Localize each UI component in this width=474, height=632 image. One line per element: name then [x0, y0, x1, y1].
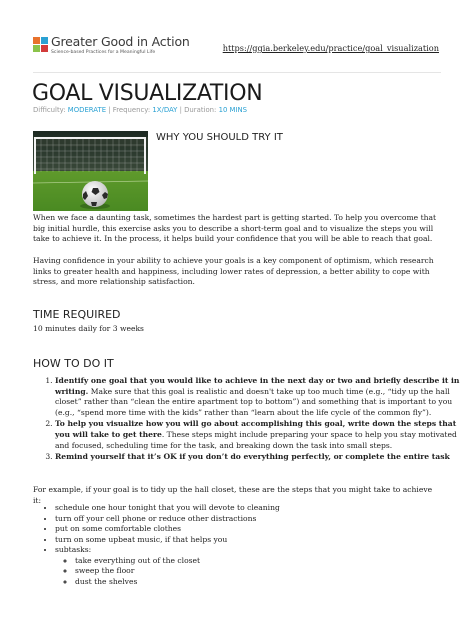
page-title: GOAL VISUALIZATION [32, 81, 263, 106]
logo-title: Greater Good in Action [51, 34, 190, 49]
duration-value: 10 MINS [218, 106, 248, 114]
step-item [55, 452, 463, 463]
ggia-logo[interactable] [33, 36, 190, 55]
subtasks-label: subtasks: [55, 545, 92, 554]
duration-label: | Duration: [179, 106, 217, 114]
step-bold: Identify one goal that you would like to achieve in the next day or two and briefly describe it in writing. [55, 376, 460, 396]
step-bold: Remind yourself that it’s OK if you don’t do everything perfectly, or complete the entire task [55, 452, 450, 462]
steps-list [33, 376, 463, 464]
logo-mark-icon [33, 37, 48, 52]
subtask-item: ◦ dust the shelves [75, 577, 455, 588]
step-item [55, 419, 463, 451]
difficulty-value: MODERATE [67, 106, 107, 114]
frequency-value: 1X/DAY [152, 106, 178, 114]
subtask-item: ◦ take everything out of the closet [75, 556, 455, 567]
step-text: Make sure that this goal is realistic and doesn't take up too much time (e.g., “tidy up the hall closet” rather than “clean the entire apartment top to bottom”) and something that is important to you (e.g., “spend more time with the kids” rather than “learn about the life cycle of the common fly”). [55, 386, 453, 417]
list-item: • turn off your cell phone or reduce other distractions [55, 514, 455, 525]
step-text: . These steps might include preparing your space to help you stay motivated and focused, scheduling time for the task, and breaking down the task into small steps. [55, 429, 457, 450]
time-heading: TIME REQUIRED [33, 308, 121, 321]
frequency-label: | Frequency: [108, 106, 151, 114]
why-heading: WHY YOU SHOULD TRY IT [156, 132, 283, 143]
difficulty-label: Difficulty: [33, 106, 66, 114]
page-url-link[interactable]: https://ggia.berkeley.edu/practice/goal_visualization [222, 43, 439, 53]
list-item: • schedule one hour tonight that you will devote to cleaning [55, 503, 455, 514]
why-paragraph-2: Having confidence in your ability to achieve your goals is a key component of optimism, which research links to greater health and happiness, including lower rates of depression, a better ability to cope with stress, and more relationship satisfaction. [33, 256, 434, 287]
practice-meta [33, 106, 247, 114]
step-bold: To help you visualize how you will go about accomplishing this goal, write down the steps that you will take to get there [55, 419, 457, 439]
how-heading: HOW TO DO IT [33, 357, 114, 370]
header-divider [33, 72, 441, 73]
why-paragraph-1: When we face a daunting task, sometimes the hardest part is getting started. To help you overcome that big initial hurdle, this exercise asks you to describe a short-term goal and to visualize the steps you will take to achieve it. In the process, it helps build your confidence that you will be able to reach that goal. [33, 213, 437, 244]
list-item: • put on some comfortable clothes [55, 524, 455, 535]
logo-subtitle: Science-based Practices for a Meaningful Life [51, 49, 156, 55]
subtask-item: ◦ sweep the floor [75, 566, 455, 577]
subtask-list [55, 556, 455, 588]
list-item-subtasks [55, 545, 455, 587]
example-list [33, 503, 455, 587]
step-item [55, 376, 463, 418]
soccer-goal-image [33, 131, 148, 211]
time-text: 10 minutes daily for 3 weeks [33, 324, 144, 333]
list-item: • turn on some upbeat music, if that helps you [55, 535, 455, 546]
example-intro: For example, if your goal is to tidy up the hall closet, these are the steps that you might take to achieve it: [33, 485, 433, 505]
